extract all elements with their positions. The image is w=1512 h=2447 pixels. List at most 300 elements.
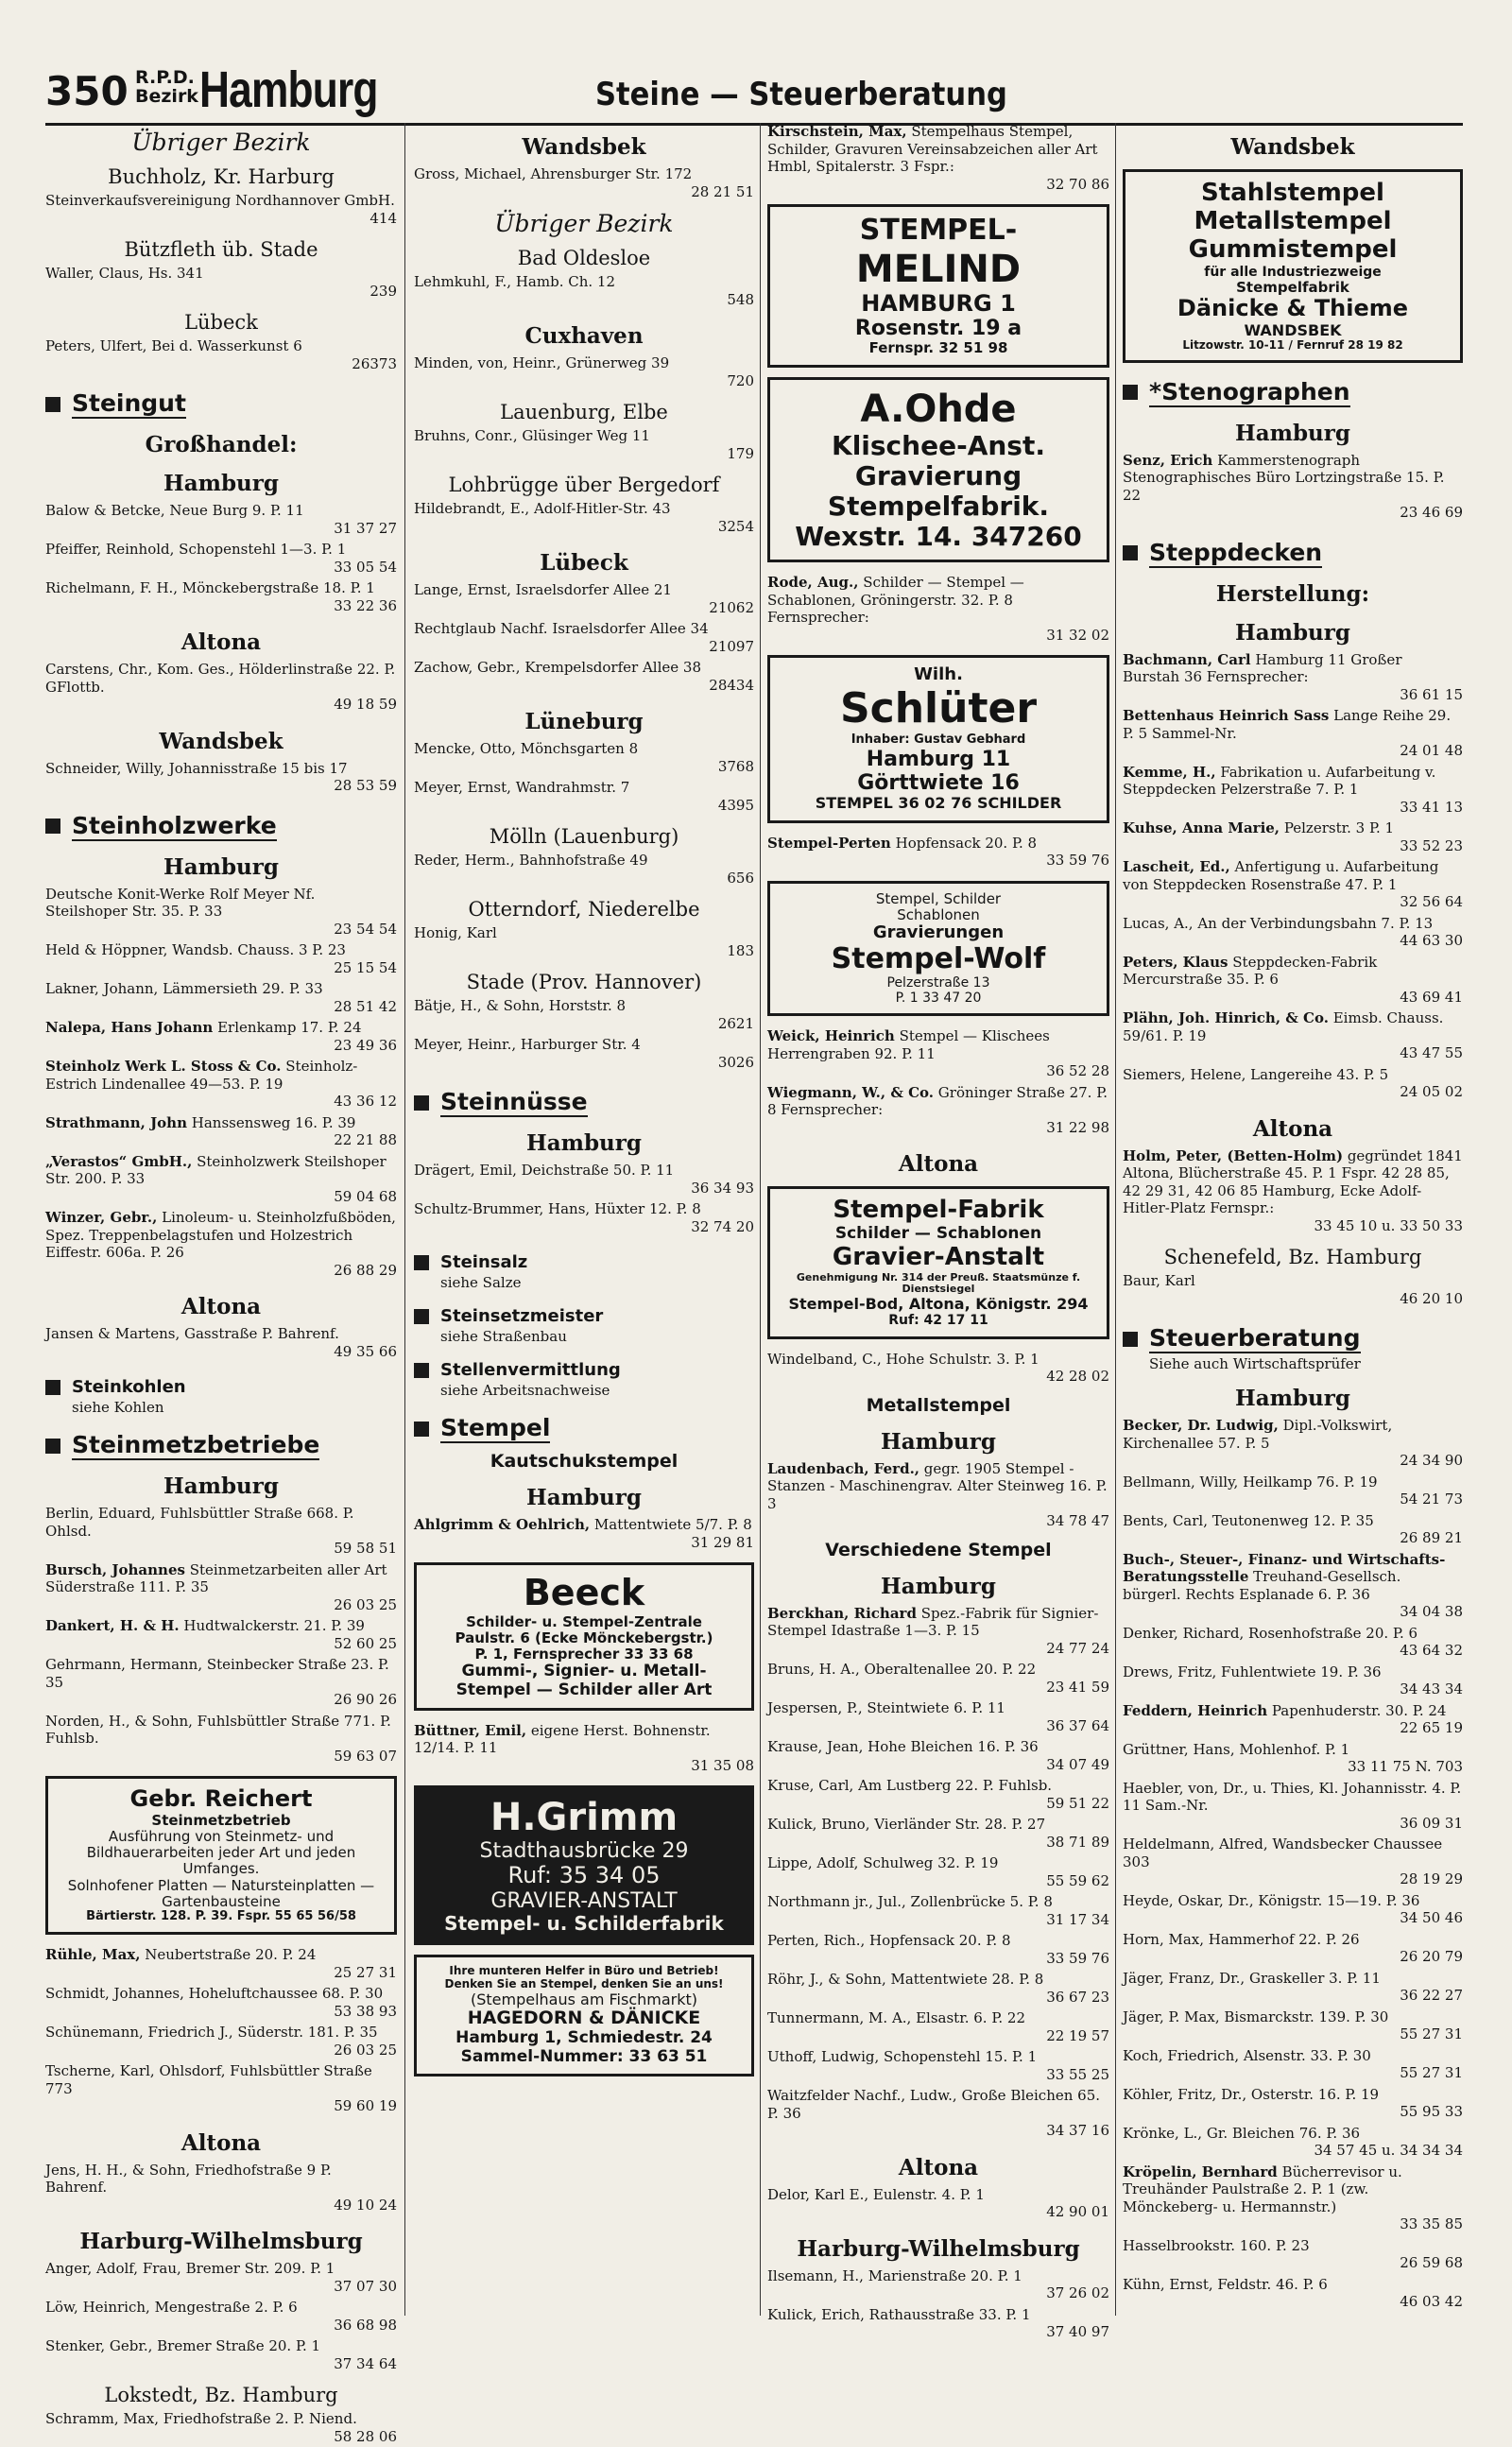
directory-entry	[767, 1736, 1109, 1775]
entry-phone: 25 27 31	[334, 1963, 397, 1981]
directory-entry	[767, 1458, 1109, 1532]
entry-details: Jespersen, P., Steintwiete 6. P. 11	[767, 1699, 1005, 1717]
ad-line: für alle Industriezweige	[1204, 264, 1382, 280]
section-bullet-icon	[45, 1380, 60, 1395]
entry-details: Stempel — Klischees Herrengraben 92. P. 11	[767, 1027, 1050, 1062]
section-heading	[414, 1306, 754, 1326]
directory-entry	[414, 618, 754, 657]
directory-entry	[45, 2060, 397, 2117]
column-divider	[404, 123, 405, 2316]
ad-line: Beeck	[523, 1572, 645, 1613]
entry-phone: 33 11 75 N. 703	[1348, 1758, 1463, 1776]
location-heading: Altona	[180, 2129, 262, 2156]
entry-phone: 34 37 16	[1046, 2122, 1109, 2140]
entry-phone: 34 07 49	[1046, 1755, 1109, 1773]
entry-details: Steinmetzarbeiten aller Art Süderstraße 111. P. 35	[45, 1560, 387, 1595]
entry-name: Kuhse, Anna Marie,	[1123, 819, 1280, 837]
ad-line: Gebr. Reichert	[129, 1785, 313, 1812]
directory-entry	[45, 1944, 397, 1983]
advertisement-melind	[767, 204, 1109, 368]
directory-entry	[45, 1503, 397, 1560]
ad-line: HAGEDORN & DÄNICKE	[467, 2008, 701, 2029]
directory-entry	[414, 995, 754, 1034]
entry-phone: 49 35 66	[334, 1342, 397, 1360]
entry-phone: 43 64 32	[1400, 1642, 1463, 1660]
entry-details: Kulick, Bruno, Vierländer Str. 28. P. 27	[767, 1816, 1046, 1834]
ad-line: Ruf: 42 17 11	[888, 1313, 988, 1329]
directory-entry	[767, 2184, 1109, 2223]
entry-details: Steinverkaufsvereinigung Nordhannover GmbH.	[45, 192, 395, 209]
ad-line: Paulstr. 6 (Ecke Mönckebergstr.)	[455, 1628, 713, 1646]
section-heading	[45, 1431, 397, 1460]
entry-details: Grüttner, Hans, Mohlenhof. P. 1	[1123, 1740, 1350, 1758]
entry-details: Meyer, Heinr., Harburger Str. 4	[414, 1036, 641, 1053]
entry-details: Pfeiffer, Reinhold, Schopenstehl 1—3. P. 1	[45, 541, 347, 558]
directory-entry	[767, 1025, 1109, 1082]
directory-entry	[45, 263, 397, 302]
section-title: Steinsetzmeister	[440, 1306, 604, 1326]
location-heading: Wandsbek	[522, 134, 646, 160]
directory-entry	[1123, 1270, 1463, 1309]
section-title: Steinholzwerke	[72, 811, 277, 839]
entry-phone: 28 21 51	[691, 182, 754, 200]
entry-phone: 36 09 31	[1400, 1814, 1463, 1832]
entry-details: Eimsb. Chauss. 59/61. P. 19	[1123, 1009, 1444, 1044]
entry-phone: 26 88 29	[334, 1261, 397, 1279]
entry-details: Waller, Claus, Hs. 341	[45, 265, 204, 282]
entry-phone: 36 68 98	[334, 2316, 397, 2334]
section-bullet-icon	[1123, 385, 1138, 400]
entry-details: Hasselbrookstr. 160. P. 23	[1123, 2236, 1310, 2254]
location-heading: Lohbrügge über Bergedorf	[448, 474, 720, 496]
ad-line: Schablonen	[897, 905, 980, 923]
location-heading: Lokstedt, Bz. Hamburg	[104, 2384, 338, 2407]
entry-phone: 59 60 19	[334, 2097, 397, 2115]
entry-details: gegr. 1905 Stempel - Stanzen - Maschinengrav. Alter Steinweg 16. P. 3	[767, 1459, 1108, 1512]
location-heading: Hamburg	[526, 1130, 642, 1156]
location-heading: Lüneburg	[524, 709, 644, 734]
category-heading: Metallstempel	[866, 1394, 1011, 1416]
entry-details: Hopfensack 20. P. 8	[895, 834, 1038, 852]
entry-details: Linoleum- u. Steinholzfußböden, Spez. Treppenbelagstufen und Holzestrich Eiffestr. 606a. P. 26	[45, 1209, 396, 1261]
section-title: Steuerberatung	[1149, 1324, 1361, 1353]
directory-entry	[1123, 705, 1463, 762]
category-heading: Verschiedene Stempel	[825, 1539, 1052, 1560]
ad-line: Gummistempel	[1188, 234, 1398, 264]
entry-phone: 59 63 07	[334, 1747, 397, 1765]
entry-details: Jäger, Franz, Dr., Graskeller 3. P. 11	[1123, 1969, 1381, 1987]
entry-name: Strathmann, John	[45, 1113, 187, 1131]
entry-details: Löw, Heinrich, Mengestraße 2. P. 6	[45, 2299, 298, 2317]
directory-entry	[45, 2297, 397, 2335]
entry-details: Jens, H. H., & Sohn, Friedhofstraße 9 P. Bahrenf.	[45, 2161, 332, 2197]
directory-entry	[1123, 1968, 1463, 2007]
directory-entry	[1123, 1739, 1463, 1778]
entry-phone: 31 29 81	[691, 1533, 754, 1551]
directory-entry	[1123, 2084, 1463, 2123]
entry-name: Nalepa, Hans Johann	[45, 1019, 214, 1036]
entry-name: Feddern, Heinrich	[1123, 1701, 1268, 1719]
entry-details: Fabrikation u. Aufarbeitung v. Steppdecken Pelzerstraße 7. P. 1	[1123, 763, 1436, 799]
entry-details: Mattentwiete 5/7. P. 8	[593, 1516, 752, 1533]
directory-entry	[414, 1720, 754, 1777]
entry-details: Kühn, Ernst, Feldstr. 46. P. 6	[1123, 2275, 1328, 2293]
entry-phone: 42 28 02	[1046, 1368, 1109, 1386]
entry-phone: 46 03 42	[1400, 2293, 1463, 2311]
entry-phone: 33 22 36	[334, 596, 397, 614]
ad-line: Stempel-Bod, Altona, Königstr. 294	[788, 1295, 1089, 1314]
directory-entry	[1123, 2123, 1463, 2162]
entry-phone: 37 40 97	[1046, 2323, 1109, 2341]
directory-entry	[1123, 818, 1463, 856]
directory-entry	[1123, 1662, 1463, 1700]
entry-phone: 548	[727, 290, 754, 308]
directory-entry	[1123, 1549, 1463, 1623]
ad-line: GRAVIER-ANSTALT	[490, 1888, 678, 1913]
advertisement-schlueter	[767, 655, 1109, 822]
entry-name: Lascheit, Ed.,	[1123, 858, 1230, 876]
entry-details: Haebler, von, Dr., u. Thies, Kl. Johannisstr. 4. P. 11 Sam.-Nr.	[1123, 1779, 1462, 1815]
entry-details: Peters, Ulfert, Bei d. Wasserkunst 6	[45, 337, 302, 354]
entry-phone: 55 27 31	[1400, 2064, 1463, 2082]
location-heading: Wandsbek	[1230, 134, 1355, 160]
entry-details: Jäger, P. Max, Bismarckstr. 139. P. 30	[1123, 2008, 1389, 2025]
section-title: Steingut	[72, 389, 186, 417]
entry-name: Bursch, Johannes	[45, 1560, 185, 1578]
entry-name: Bettenhaus Heinrich Sass	[1123, 707, 1330, 725]
ad-line: H.Grimm	[490, 1796, 679, 1840]
advertisement-beeck	[414, 1562, 754, 1711]
section-block	[45, 389, 397, 419]
location-heading: Lübeck	[184, 311, 258, 334]
entry-phone: 28 19 29	[1400, 1870, 1463, 1888]
entry-phone: 37 34 64	[334, 2354, 397, 2372]
entry-details: Tunnermann, M. A., Elsastr. 6. P. 22	[767, 2009, 1026, 2027]
entry-phone: 32 74 20	[691, 1217, 754, 1235]
ad-line: Genehmigung Nr. 314 der Preuß. Staatsmünze f. Dienstsiegel	[796, 1270, 1081, 1296]
entry-details: gegründet 1841 Altona, Blücherstraße 45. P. 1 Fspr. 42 28 85, 42 29 31, 42 06 85 Hamburg, Ecke Adolf-Hitler-Platz Fernspr.:	[1123, 1146, 1463, 1217]
entry-phone: 59 04 68	[334, 1187, 397, 1205]
entry-details: Bruns, H. A., Oberaltenallee 20. P. 22	[767, 1661, 1037, 1679]
entry-details: Deutsche Konit-Werke Rolf Meyer Nf. Steilshoper Str. 35. P. 33	[45, 885, 316, 920]
section-block	[414, 1306, 754, 1345]
directory-entry	[1123, 1778, 1463, 1835]
section-block	[414, 1252, 754, 1291]
ad-line: Gravierungen	[872, 922, 1005, 943]
location-heading: Lübeck	[540, 550, 628, 576]
ad-line: Rosenstr. 19 a	[854, 317, 1022, 341]
section-range: Steine — Steuerberatung	[595, 76, 1007, 113]
ad-line: Hamburg 1, Schmiedestr. 24	[455, 2028, 713, 2048]
entry-name: Rühle, Max,	[45, 1946, 141, 1964]
section-title: Steinsalz	[440, 1252, 528, 1272]
entry-phone: 33 45 10 u. 33 50 33	[1314, 1216, 1463, 1234]
ad-line: Stahlstempel	[1201, 179, 1384, 207]
location-heading: Altona	[180, 1294, 262, 1319]
entry-details: Lehmkuhl, F., Hamb. Ch. 12	[414, 273, 615, 290]
entry-details: Hudtwalckerstr. 21. P. 39	[183, 1617, 365, 1634]
entry-details: Jansen & Martens, Gasstraße P. Bahrenf.	[45, 1325, 339, 1342]
section-see-also: siehe Arbeitsnachweise	[440, 1382, 610, 1399]
directory-entry	[414, 579, 754, 618]
section-title: Steinnüsse	[440, 1088, 588, 1115]
section-bullet-icon	[414, 1363, 429, 1378]
entry-phone: 32 70 86	[1046, 175, 1109, 193]
section-bullet-icon	[414, 1422, 429, 1437]
ad-line: Wilh.	[914, 664, 963, 685]
entry-details: Schmidt, Johannes, Hoheluftchaussee 68. P. 30	[45, 1985, 384, 2003]
ad-line: STEMPEL 36 02 76 SCHILDER	[815, 794, 1062, 813]
directory-entry	[1123, 1510, 1463, 1549]
column-4	[1123, 121, 1463, 2323]
entry-name: Peters, Klaus	[1123, 953, 1228, 971]
section-block	[1123, 1324, 1463, 1372]
directory-entry	[1123, 1890, 1463, 1929]
entry-details: Krause, Jean, Hohe Bleichen 16. P. 36	[767, 1738, 1039, 1756]
advertisement-reichert	[45, 1776, 397, 1935]
entry-phone: 33 59 76	[1046, 852, 1109, 870]
directory-entry	[45, 2258, 397, 2297]
directory-entry	[414, 850, 754, 888]
section-bullet-icon	[414, 1255, 429, 1270]
directory-entry	[1123, 952, 1463, 1008]
entry-phone: 55 95 33	[1400, 2103, 1463, 2121]
entry-name: Becker, Dr. Ludwig,	[1123, 1417, 1279, 1435]
location-heading: Schenefeld, Bz. Hamburg	[1163, 1246, 1422, 1269]
entry-phone: 21097	[709, 637, 754, 655]
entry-phone: 54 21 73	[1400, 1491, 1463, 1508]
entry-phone: 42 90 01	[1046, 2203, 1109, 2221]
entry-details: Drews, Fritz, Fuhlentwiete 19. P. 36	[1123, 1663, 1382, 1680]
location-heading: Hamburg	[1235, 420, 1350, 446]
directory-entry	[45, 2160, 397, 2216]
directory-entry	[1123, 1929, 1463, 1968]
section-block	[414, 1414, 754, 1443]
entry-phone: 23 46 69	[1400, 504, 1463, 522]
entry-phone: 26373	[352, 354, 397, 372]
advertisement-wolf	[767, 881, 1109, 1017]
directory-entry	[1123, 2274, 1463, 2313]
entry-phone: 33 52 23	[1400, 836, 1463, 854]
entry-name: „Verastos“ GmbH.,	[45, 1152, 193, 1170]
section-block	[45, 1377, 397, 1416]
directory-entry	[767, 1852, 1109, 1891]
advertisement-ohde	[767, 377, 1109, 563]
entry-phone: 26 90 26	[334, 1691, 397, 1708]
directory-entry	[45, 1207, 397, 1281]
district-heading: Übriger Bezirk	[494, 210, 674, 237]
location-heading: Altona	[898, 1151, 979, 1178]
entry-details: Bücherrevisor u. Treuhänder Paulstraße 2. P. 1 (zw. Mönckeberg- u. Hermannstr.)	[1123, 2163, 1402, 2215]
ad-line: Ausführung von Steinmetz- und Bildhauerarbeiten jeder Art und jeden Umfanges.	[86, 1827, 356, 1878]
directory-entry	[414, 271, 754, 310]
location-heading: Hamburg	[881, 1428, 996, 1455]
ad-line: Stadthausbrücke 29	[479, 1839, 689, 1864]
entry-details: Lange Reihe 29. P. 5 Sammel-Nr.	[1123, 707, 1452, 742]
directory-entry	[414, 498, 754, 537]
directory-entry	[45, 758, 397, 797]
entry-details: Anfertigung u. Aufarbeitung von Steppdecken Rosenstraße 47. P. 1	[1123, 858, 1439, 893]
section-bullet-icon	[45, 1439, 60, 1454]
location-heading: Wandsbek	[159, 728, 284, 754]
ad-line: Stempel- u. Schilderfabrik	[444, 1912, 724, 1936]
entry-phone: 34 43 34	[1400, 1680, 1463, 1698]
section-title: Steinmetzbetriebe	[72, 1431, 320, 1458]
entry-name: Berckhan, Richard	[767, 1604, 917, 1622]
entry-details: Steppdecken-Fabrik Mercurstraße 35. P. 6	[1123, 953, 1378, 989]
directory-entry	[1123, 762, 1463, 819]
directory-entry	[1123, 450, 1463, 524]
entry-details: Treuhand-Gesellsch. bürgerl. Rechts Esplanade 6. P. 36	[1123, 1568, 1401, 1603]
section-heading	[45, 1377, 397, 1397]
section-title: Steinkohlen	[72, 1377, 186, 1397]
section-heading	[414, 1252, 754, 1272]
section-title: *Stenographen	[1149, 377, 1350, 405]
entry-name: Kröpelin, Bernhard	[1123, 2163, 1278, 2180]
directory-entry	[767, 1969, 1109, 2008]
entry-details: Bellmann, Willy, Heilkamp 76. P. 19	[1123, 1473, 1378, 1491]
entry-phone: 36 52 28	[1046, 1062, 1109, 1080]
entry-phone: 239	[369, 282, 397, 300]
section-block	[45, 812, 397, 841]
directory-entry	[45, 978, 397, 1017]
directory-entry	[414, 353, 754, 391]
section-title: Stellenvermittlung	[440, 1360, 621, 1380]
section-title: Stempel	[440, 1414, 551, 1441]
directory-entry	[414, 1198, 754, 1237]
entry-name: Laudenbach, Ferd.,	[767, 1459, 920, 1477]
entry-details: Balow & Betcke, Neue Burg 9. P. 11	[45, 502, 304, 519]
entry-phone: 59 51 22	[1046, 1794, 1109, 1812]
entry-name: Büttner, Emil,	[414, 1721, 527, 1739]
section-heading	[1123, 539, 1463, 568]
section-bullet-icon	[1123, 1332, 1138, 1347]
directory-entry	[414, 777, 754, 816]
entry-details: Windelband, C., Hohe Schulstr. 3. P. 1	[767, 1350, 1040, 1368]
directory-entry	[414, 1160, 754, 1198]
location-heading: Hamburg	[881, 1573, 996, 1599]
entry-phone: 36 67 23	[1046, 1988, 1109, 2006]
entry-phone: 31 35 08	[691, 1756, 754, 1774]
entry-details: Baur, Karl	[1123, 1272, 1195, 1290]
directory-entry	[1123, 2007, 1463, 2045]
location-heading: Stade (Prov. Hannover)	[466, 971, 702, 993]
directory-entry	[45, 1017, 397, 1056]
entry-phone: 22 65 19	[1400, 1719, 1463, 1737]
entry-phone: 55 27 31	[1400, 2025, 1463, 2043]
section-heading	[1123, 1324, 1463, 1353]
ad-line: Gummi-, Signier- u. Metall-	[461, 1662, 707, 1681]
entry-details: Steinholz-Estrich Lindenallee 49—53. P. 19	[45, 1058, 358, 1093]
column-divider	[760, 123, 761, 2316]
ad-line: Ruf: 35 34 05	[507, 1862, 661, 1889]
entry-phone: 22 19 57	[1046, 2026, 1109, 2044]
location-heading: Hamburg	[163, 471, 279, 496]
directory-entry	[767, 2008, 1109, 2046]
directory-entry	[414, 738, 754, 777]
location-heading: Lauenburg, Elbe	[500, 401, 668, 423]
directory-entry	[45, 336, 397, 374]
section-block	[45, 1431, 397, 1460]
entry-details: Denker, Richard, Rosenhofstraße 20. P. 6	[1123, 1624, 1418, 1642]
section-see-also: siehe Salze	[440, 1274, 522, 1291]
ad-line: Pelzerstraße 13	[886, 975, 990, 991]
entry-details: Heldelmann, Alfred, Wandsbecker Chaussee 303	[1123, 1835, 1443, 1870]
advertisement-hagedorn	[414, 1955, 754, 2077]
entry-phone: 28434	[709, 676, 754, 694]
section-heading	[414, 1414, 754, 1443]
directory-entry	[767, 2046, 1109, 2085]
entry-phone: 22 21 88	[334, 1131, 397, 1148]
ad-line: Ihre munteren Helfer in Büro und Betrieb!	[449, 1964, 719, 1978]
section-heading	[1123, 378, 1463, 407]
section-title: Steppdecken	[1149, 538, 1323, 566]
directory-entry	[1123, 1472, 1463, 1510]
entry-details: Kammerstenograph Stenographisches Büro Lortzingstraße 15. P. 22	[1123, 451, 1445, 504]
directory-entry	[767, 1082, 1109, 1139]
section-see-also: siehe Straßenbau	[440, 1328, 567, 1345]
ad-line: (Stempelhaus am Fischmarkt)	[470, 1990, 698, 2008]
entry-details: Waitzfelder Nachf., Ludw., Große Bleichen 65. P. 36	[767, 2087, 1101, 2122]
directory-entry	[1123, 649, 1463, 706]
location-heading: Buchholz, Kr. Harburg	[108, 165, 335, 188]
entry-details: Köhler, Fritz, Dr., Osterstr. 16. P. 19	[1123, 2085, 1380, 2103]
section-bullet-icon	[45, 397, 60, 412]
entry-phone: 46 20 10	[1400, 1289, 1463, 1307]
location-heading: Großhandel:	[145, 432, 298, 457]
section-bullet-icon	[1123, 545, 1138, 560]
ad-line: Stempel-Fabrik	[833, 1196, 1044, 1225]
entry-phone: 33 35 85	[1400, 2215, 1463, 2233]
entry-phone: 179	[727, 444, 754, 462]
directory-entry	[45, 539, 397, 577]
entry-phone: 33 59 76	[1046, 1949, 1109, 1967]
section-heading	[45, 389, 397, 419]
entry-phone: 34 04 38	[1400, 1603, 1463, 1621]
directory-entry	[414, 1034, 754, 1073]
directory-entry	[45, 939, 397, 978]
location-heading: Hamburg	[163, 853, 279, 880]
entry-details: Horn, Max, Hammerhof 22. P. 26	[1123, 1930, 1360, 1948]
entry-phone: 44 63 30	[1400, 932, 1463, 950]
directory-entry	[414, 922, 754, 961]
entry-phone: 24 34 90	[1400, 1452, 1463, 1470]
entry-phone: 32 56 64	[1400, 893, 1463, 911]
ad-line: Schilder- u. Stempel-Zentrale	[466, 1612, 702, 1630]
entry-phone: 26 89 21	[1400, 1529, 1463, 1547]
location-heading: Cuxhaven	[524, 323, 644, 349]
entry-details: Erlenkamp 17. P. 24	[217, 1019, 362, 1036]
ad-line: Görttwiete 16	[857, 770, 1020, 795]
ad-line: Wexstr. 14. 347260	[795, 521, 1082, 553]
entry-phone: 24 77 24	[1046, 1639, 1109, 1657]
entry-name: Kemme, H.,	[1123, 763, 1216, 781]
directory-entry	[45, 659, 397, 715]
directory-entry	[1123, 913, 1463, 952]
entry-phone: 24 01 48	[1400, 742, 1463, 760]
entry-details: Krönke, L., Gr. Bleichen 76. P. 36	[1123, 2124, 1361, 2142]
location-heading: Hamburg	[163, 1473, 279, 1499]
directory-entry	[45, 190, 397, 229]
entry-details: Röhr, J., & Sohn, Mattentwiete 28. P. 8	[767, 1971, 1044, 1989]
location-heading: Herstellung:	[1215, 580, 1370, 607]
entry-details: eigene Herst. Bohnenstr. 12/14. P. 11	[414, 1721, 711, 1757]
ad-line: Dänicke & Thieme	[1177, 295, 1409, 322]
ad-line: Stempelfabrik	[1236, 278, 1349, 296]
ad-line: Denken Sie an Stempel, denken Sie an uns!	[444, 1977, 724, 1991]
directory-entry	[1123, 1064, 1463, 1103]
entry-details: Stenker, Gebr., Bremer Straße 20. P. 1	[45, 2337, 321, 2355]
